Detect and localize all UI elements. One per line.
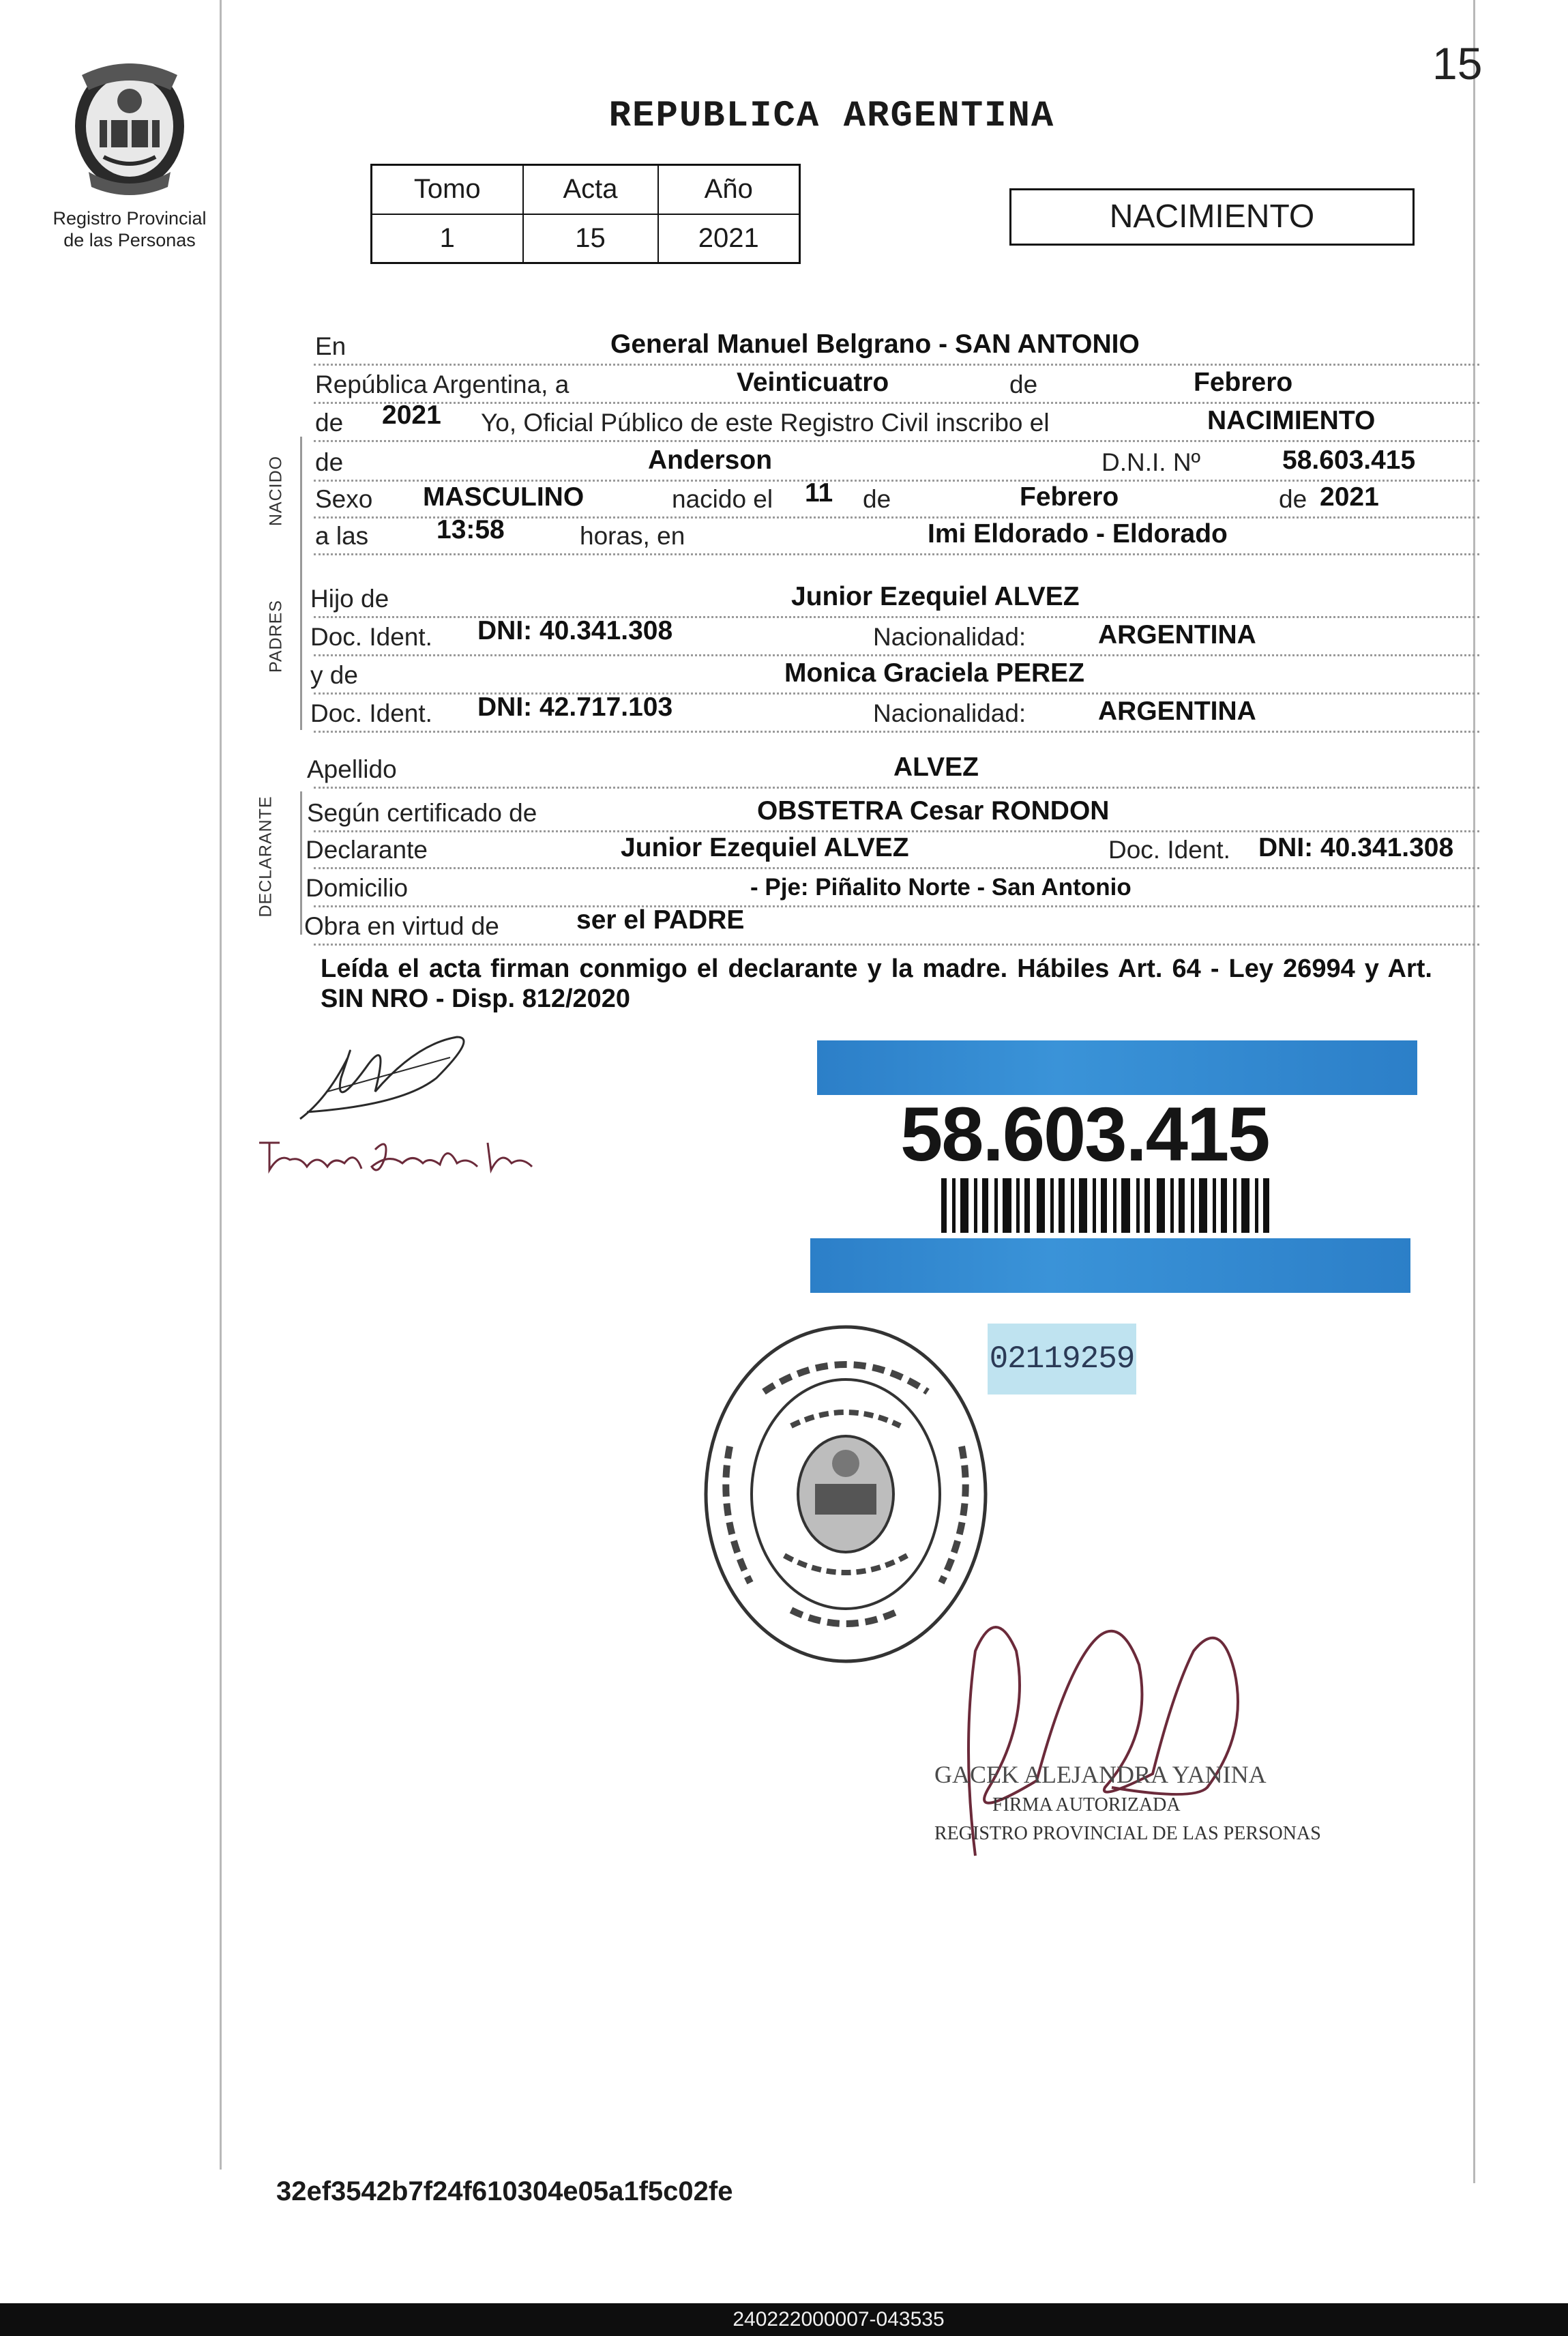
label-de-month: de: [863, 485, 891, 513]
row-certificate: [307, 794, 1479, 832]
label-en: En: [315, 332, 346, 360]
official-role: FIRMA AUTORIZADA: [992, 1794, 1181, 1815]
value-declarant-name: Junior Ezequiel ALVEZ: [621, 833, 909, 862]
nacido-bracket: [300, 437, 302, 573]
document-hash: 32ef3542b7f24f610304e05a1f5c02fe: [276, 2176, 733, 2206]
label-de-name: de: [315, 448, 344, 476]
registry-table: [370, 164, 801, 264]
row-father-doc: [310, 616, 1479, 656]
row-declarant: [306, 831, 1479, 869]
value-declarant-doc: DNI: 40.341.308: [1258, 833, 1454, 862]
label-horas-en: horas, en: [580, 522, 685, 550]
value-father-name: Junior Ezequiel ALVEZ: [791, 582, 1080, 611]
value-certificate-by: OBSTETRA Cesar RONDON: [757, 796, 1110, 826]
barcode-icon: [941, 1178, 1275, 1233]
label-domicilio: Domicilio: [306, 874, 409, 902]
issuer-name-line2: de las Personas: [63, 230, 196, 250]
table-value-acta: 15: [523, 214, 658, 263]
label-de-birth-year: de: [1279, 485, 1307, 513]
label-a-las: a las: [315, 522, 369, 550]
label-mother-nationality: Nacionalidad:: [873, 699, 1026, 727]
label-nacido-el: nacido el: [672, 485, 773, 513]
provincial-seal-icon: [61, 55, 198, 198]
value-mother-nationality: ARGENTINA: [1098, 697, 1256, 726]
label-sexo: Sexo: [315, 485, 373, 513]
table-value-ano: 2021: [658, 214, 800, 263]
value-birth-place: Imi Eldorado - Eldorado: [928, 519, 1228, 549]
issuer-logo: [48, 55, 211, 251]
document-title: REPUBLICA ARGENTINA: [608, 96, 1055, 137]
official-office: REGISTRO PROVINCIAL DE LAS PERSONAS: [934, 1823, 1321, 1844]
dni-label-top-band: [817, 1040, 1417, 1095]
value-dni: 58.603.415: [1282, 446, 1416, 475]
value-father-doc: DNI: 40.341.308: [477, 616, 673, 645]
footer-id: 240222000007-043535: [0, 2303, 1568, 2336]
page-number: 15: [1432, 38, 1483, 89]
label-oficial: Yo, Oficial Público de este Registro Civil inscribo el: [481, 409, 1050, 437]
row-name: [314, 443, 1479, 482]
label-de-year: de: [315, 409, 344, 437]
value-birth-year: 2021: [1320, 482, 1379, 512]
label-father-nationality: Nacionalidad:: [873, 623, 1026, 651]
row-address: [306, 869, 1479, 907]
label-mother-doc: Doc. Ident.: [310, 699, 432, 727]
value-registration-month: Febrero: [1194, 368, 1293, 397]
row-father-name: [310, 580, 1479, 618]
row-sex-birthdate: [314, 480, 1479, 519]
value-registration-day: Veinticuatro: [737, 368, 889, 397]
value-birth-month: Febrero: [1020, 482, 1119, 512]
label-apellido: Apellido: [307, 755, 397, 783]
value-father-nationality: ARGENTINA: [1098, 620, 1256, 649]
table-header-tomo: Tomo: [372, 165, 523, 214]
serial-number-label: 02119259: [988, 1324, 1136, 1395]
issuer-name: [48, 207, 211, 251]
value-name: Anderson: [648, 446, 773, 475]
side-label-padres: PADRES: [266, 600, 286, 673]
value-location: General Manuel Belgrano - SAN ANTONIO: [610, 330, 1140, 359]
value-acting-as: ser el PADRE: [576, 905, 745, 935]
mother-signature: [252, 1129, 546, 1184]
dni-label-number: 58.603.415: [900, 1092, 1269, 1177]
label-hijo-de: Hijo de: [310, 585, 389, 613]
label-segun: Según certificado de: [307, 799, 537, 827]
row-mother-name: [310, 656, 1479, 695]
row-location: [314, 327, 1479, 366]
row-registration-date: [314, 366, 1479, 404]
value-sex: MASCULINO: [423, 482, 585, 512]
side-label-declarante: DECLARANTE: [256, 795, 276, 918]
table-header-ano: Año: [658, 165, 800, 214]
label-dni: D.N.I. Nº: [1101, 448, 1201, 476]
row-mother-doc: [310, 692, 1479, 733]
label-de: de: [1009, 370, 1038, 398]
side-label-nacido: NACIDO: [266, 455, 286, 527]
table-header-acta: Acta: [523, 165, 658, 214]
value-mother-name: Monica Graciela PEREZ: [784, 658, 1084, 688]
value-mother-doc: DNI: 42.717.103: [477, 692, 673, 722]
row-registration-year: [314, 400, 1479, 442]
label-republica: República Argentina, a: [315, 370, 569, 398]
row-birth-time-place: [314, 517, 1479, 555]
padres-bracket: [300, 573, 302, 730]
row-surname: [307, 750, 1479, 789]
act-type-box: NACIMIENTO: [1009, 188, 1415, 246]
value-act-kind: NACIMIENTO: [1207, 406, 1376, 435]
declarant-signature: [286, 1017, 491, 1133]
label-obra: Obra en virtud de: [304, 912, 499, 940]
value-birth-day: 11: [805, 478, 833, 508]
label-father-doc: Doc. Ident.: [310, 623, 432, 651]
issuer-name-line1: Registro Provincial: [53, 208, 207, 229]
left-margin-line: [220, 0, 222, 2170]
row-acting-as: [304, 905, 1479, 946]
value-birth-time: 13:58: [437, 515, 505, 544]
value-surname: ALVEZ: [893, 753, 979, 782]
value-address: - Pje: Piñalito Norte - San Antonio: [750, 874, 1131, 901]
declarante-bracket: [300, 791, 302, 935]
value-registration-year: 2021: [382, 400, 441, 430]
dni-label-bottom-band: [810, 1238, 1410, 1293]
label-declarant-doc: Doc. Ident.: [1108, 836, 1230, 864]
official-name: GACEK ALEJANDRA YANINA: [934, 1761, 1267, 1788]
closing-statement: Leída el acta firman conmigo el declarante y la madre. Hábiles Art. 64 - Ley 26994 y Art. SIN NRO - Disp. 812/2020: [321, 954, 1432, 1013]
table-value-tomo: 1: [372, 214, 523, 263]
label-declarante: Declarante: [306, 836, 428, 864]
label-y-de: y de: [310, 661, 358, 689]
